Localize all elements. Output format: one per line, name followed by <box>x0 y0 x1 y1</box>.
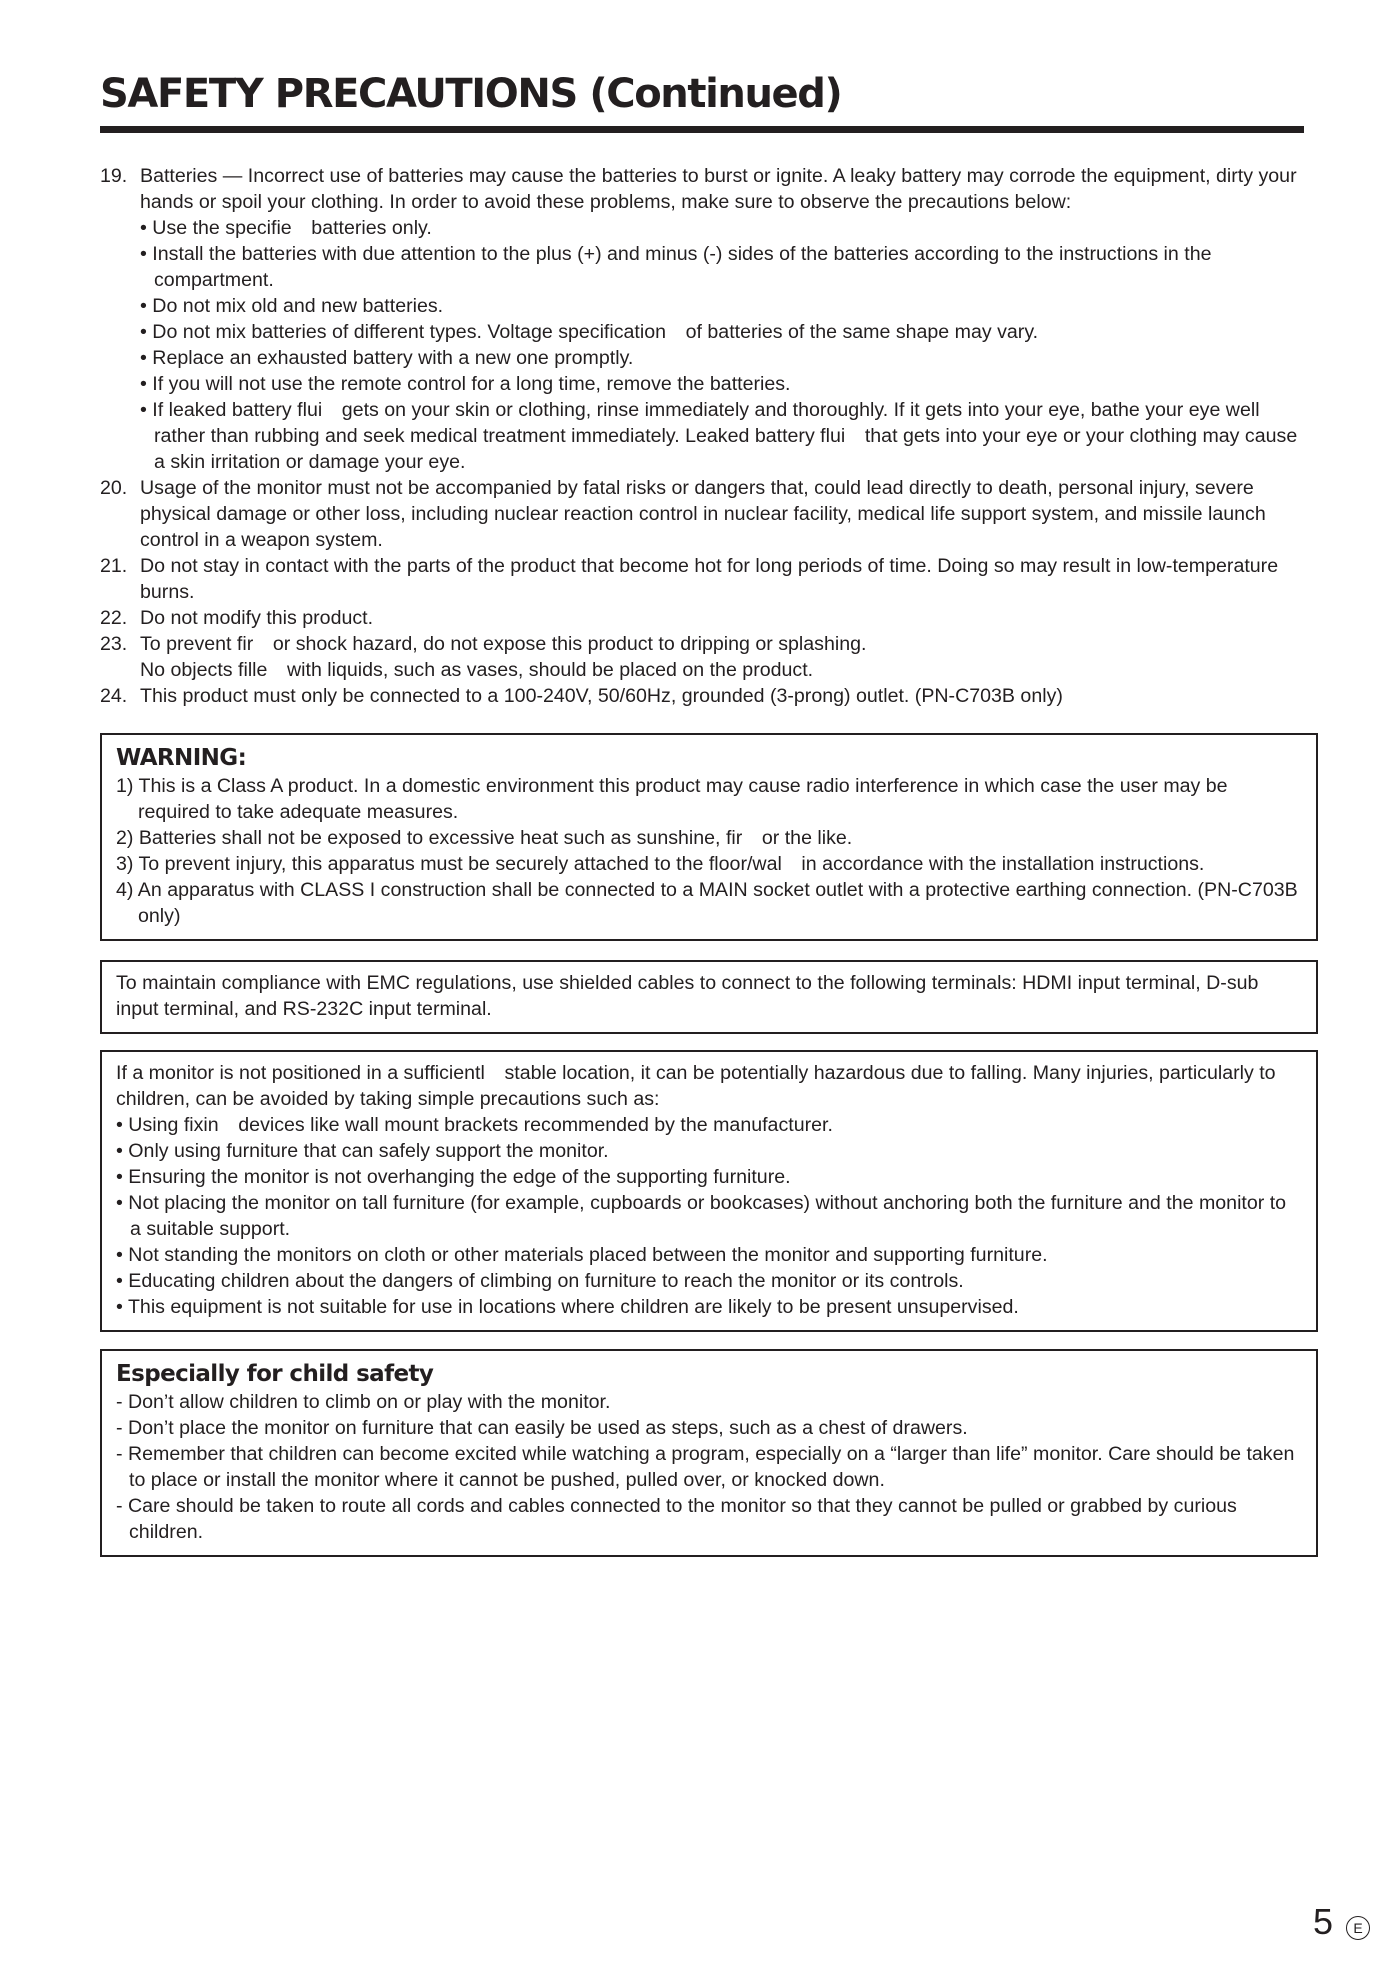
warning-box <box>100 733 1318 941</box>
item-body <box>140 163 1310 475</box>
battery-bullet: • Do not mix old and new batteries. <box>140 295 444 317</box>
precaution-item-19 <box>100 163 1310 475</box>
precaution-item-22 <box>100 605 1310 631</box>
stability-intro: If a monitor is not positioned in a sufficientl stable location, it can be potentially hazardous due to falling. Many injuries, particularly to children, can be avoided by taking simple precautions such as: <box>116 1062 1276 1110</box>
battery-bullet: • Install the batteries with due attention to the plus (+) and minus (-) sides of the batteries according to the instructions in the compartment. <box>140 243 1212 291</box>
precaution-list <box>100 163 1310 709</box>
warning-line: 1) This is a Class A product. In a domestic environment this product may cause radio interference in which case the user may be required to take adequate measures. <box>116 775 1228 823</box>
warning-line: 3) To prevent injury, this apparatus must be securely attached to the floor/wal in accordance with the installation instructions. <box>116 853 1205 875</box>
item-number: 24. <box>100 685 128 707</box>
battery-bullet: • Use the specifie batteries only. <box>140 217 432 239</box>
battery-bullet: • Do not mix batteries of different types. Voltage specification of batteries of the same shape may vary. <box>140 321 1039 343</box>
item-number: 23. <box>100 633 128 655</box>
stability-box <box>100 1050 1318 1332</box>
item-number: 20. <box>100 477 128 499</box>
item-text: Batteries — Incorrect use of batteries may cause the batteries to burst or ignite. A leaky battery may corrode the equipment, dirty your hands or spoil your clothing. In order to avoid these problems, make sure to observe the precautions below: <box>140 165 1297 213</box>
child-safety-box <box>100 1349 1318 1557</box>
precaution-item-23 <box>100 631 1310 683</box>
child-safety-line: - Don’t allow children to climb on or play with the monitor. <box>116 1391 611 1413</box>
warning-line: 4) An apparatus with CLASS I construction shall be connected to a MAIN socket outlet with a protective earthing connection. (PN-C703B only) <box>116 879 1298 927</box>
precaution-item-21 <box>100 553 1310 605</box>
emc-notice-box <box>100 960 1318 1034</box>
item-text: Usage of the monitor must not be accompanied by fatal risks or dangers that, could lead directly to death, personal injury, severe physical damage or other loss, including nuclear reaction control in nuclear facility, medical life support system, and missile launch control in a weapon system. <box>140 477 1266 551</box>
item-number: 22. <box>100 607 128 629</box>
title-rule <box>100 126 1304 133</box>
item-text: Do not modify this product. <box>140 607 374 629</box>
battery-bullet: • If you will not use the remote control for a long time, remove the batteries. <box>140 373 791 395</box>
page-title: SAFETY PRECAUTIONS (Continued) <box>100 71 842 117</box>
child-safety-line: - Remember that children can become excited while watching a program, especially on a “larger than life” monitor. Care should be taken to place or install the monitor where it cannot be pushed, pulled over, or knocked down. <box>116 1443 1295 1491</box>
item-text: To prevent fir or shock hazard, do not expose this product to dripping or splashing. <box>140 633 867 655</box>
item-text-line2: No objects fille with liquids, such as vases, should be placed on the product. <box>140 659 814 681</box>
item-number: 21. <box>100 555 128 577</box>
battery-bullet: • Replace an exhausted battery with a new one promptly. <box>140 347 634 369</box>
stability-bullet: • Only using furniture that can safely support the monitor. <box>116 1140 609 1162</box>
warning-line: 2) Batteries shall not be exposed to excessive heat such as sunshine, fir or the like. <box>116 827 853 849</box>
item-number: 19. <box>100 165 128 187</box>
stability-bullet: • This equipment is not suitable for use in locations where children are likely to be present unsupervised. <box>116 1296 1019 1318</box>
child-safety-heading: Especially for child safety <box>116 1361 434 1387</box>
item-body <box>140 631 1310 683</box>
region-mark-icon: E <box>1346 1916 1370 1940</box>
stability-bullet: • Using fixin devices like wall mount brackets recommended by the manufacturer. <box>116 1114 833 1136</box>
child-safety-line: - Care should be taken to route all cords and cables connected to the monitor so that they cannot be pulled or grabbed by curious children. <box>116 1495 1237 1543</box>
item-text: This product must only be connected to a 100-240V, 50/60Hz, grounded (3-prong) outlet. (PN-C703B only) <box>140 685 1063 707</box>
page-number: 5 <box>1313 1901 1334 1942</box>
precaution-item-20 <box>100 475 1310 553</box>
battery-bullet: • If leaked battery flui gets on your skin or clothing, rinse immediately and thoroughly. If it gets into your eye, bathe your eye well rather than rubbing and seek medical treatment immediately. Leaked battery flui that gets into your eye or your clothing may cause a skin irritation or damage your eye. <box>140 399 1298 473</box>
stability-bullet: • Ensuring the monitor is not overhanging the edge of the supporting furniture. <box>116 1166 791 1188</box>
child-safety-line: - Don’t place the monitor on furniture that can easily be used as steps, such as a chest of drawers. <box>116 1417 968 1439</box>
item-text: Do not stay in contact with the parts of the product that become hot for long periods of time. Doing so may result in low-temperature burns. <box>140 555 1279 603</box>
precaution-item-24 <box>100 683 1310 709</box>
stability-bullet: • Not standing the monitors on cloth or other materials placed between the monitor and supporting furniture. <box>116 1244 1048 1266</box>
stability-bullet: • Educating children about the dangers of climbing on furniture to reach the monitor or its controls. <box>116 1270 964 1292</box>
warning-heading: WARNING: <box>116 745 247 771</box>
stability-bullet: • Not placing the monitor on tall furniture (for example, cupboards or bookcases) without anchoring both the furniture and the monitor to a suitable support. <box>116 1192 1287 1240</box>
emc-notice-text: To maintain compliance with EMC regulations, use shielded cables to connect to the following terminals: HDMI input terminal, D-sub input terminal, and RS-232C input terminal. <box>116 972 1259 1020</box>
